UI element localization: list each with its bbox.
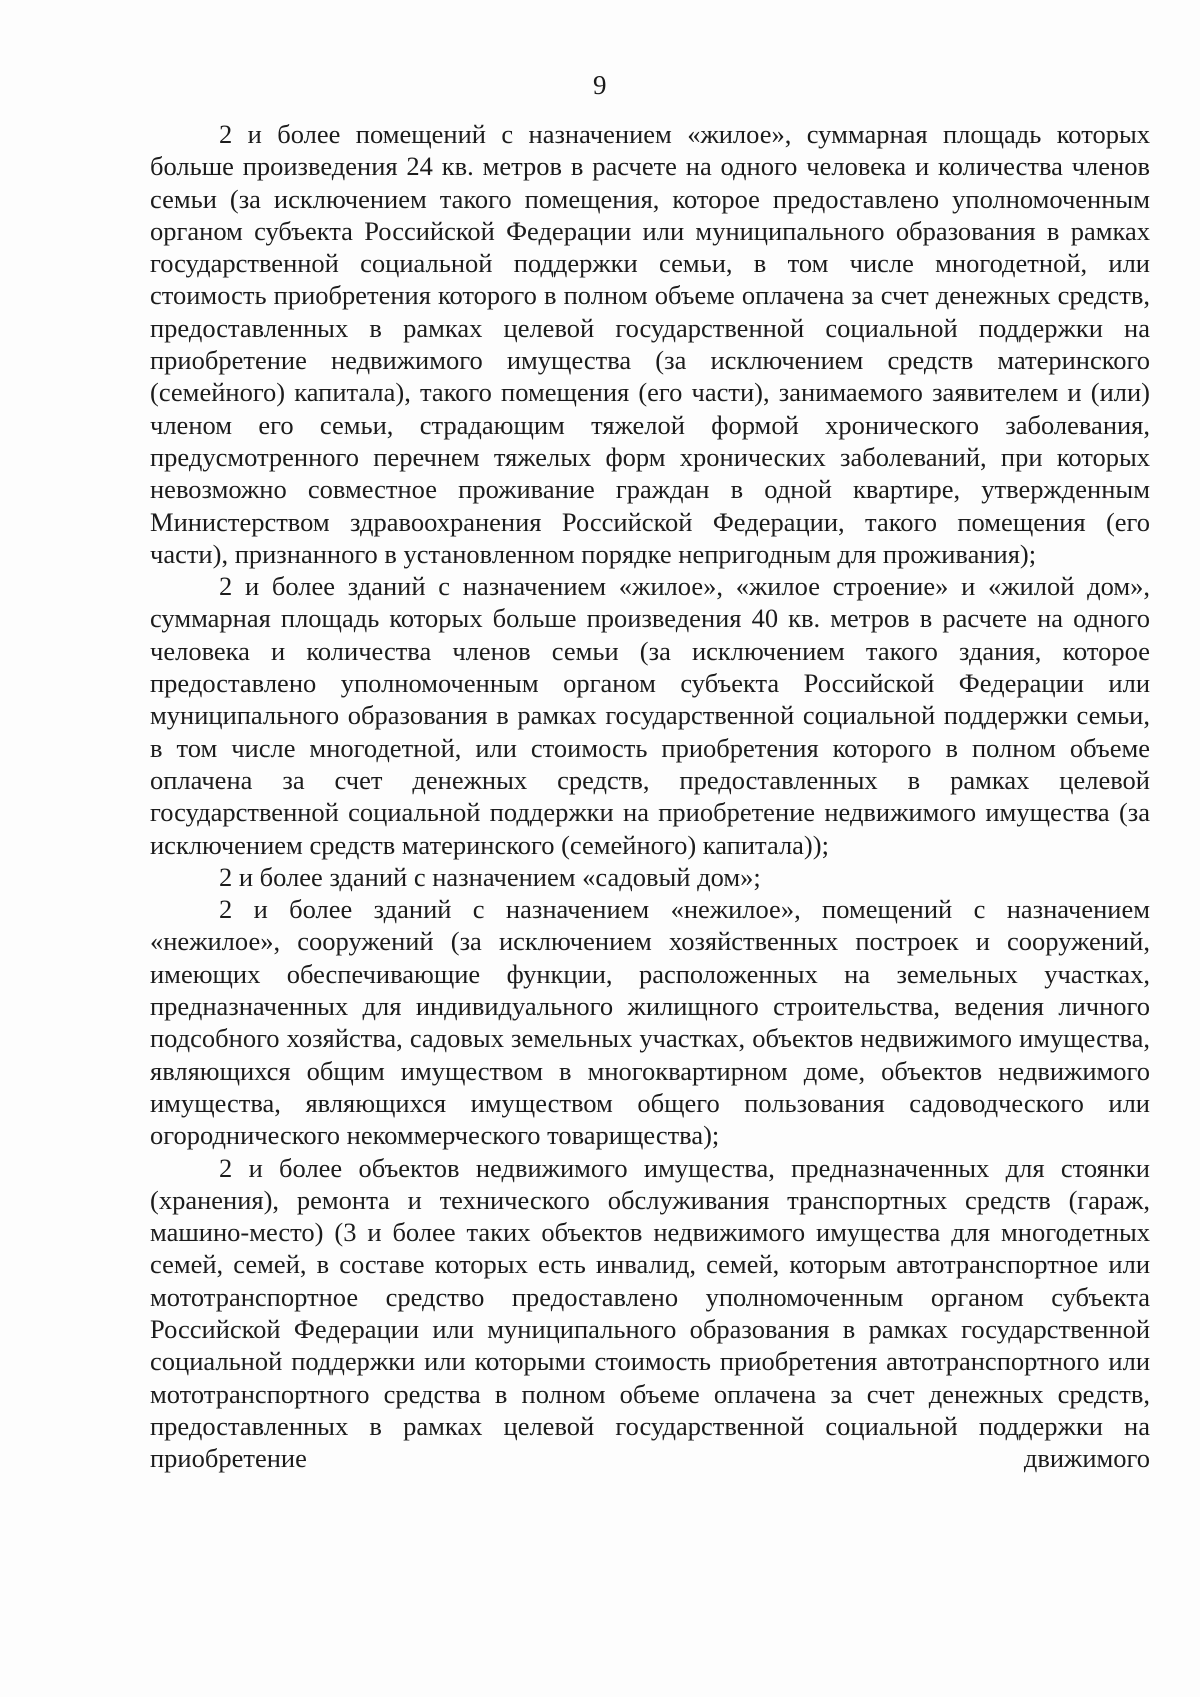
- page-number: 9: [593, 70, 607, 100]
- paragraph-residential-buildings: 2 и более зданий с назначением «жилое», «жилое строение» и «жилой дом», суммарная площадь которых больше произведения 40 кв. метров в расчете на одного человека и количества членов семьи (за исключением такого здания, которое предоставлено уполномоченным органом субъекта Российской Федерации или муниципального образования в рамках государственной социальной поддержки семьи, в том числе многодетной, или стоимость приобретения которого в полном объеме оплачена за счет денежных средств, предоставленных в рамках целевой государственной социальной поддержки на приобретение недвижимого имущества (за исключением средств материнского (семейного) капитала));: [150, 571, 1150, 860]
- paragraph-parking-objects: 2 и более объектов недвижимого имущества, предназначенных для стоянки (хранения), ремонта и технического обслуживания транспортных средств (гараж, машино-место) (3 и более таких объектов недвижимого имущества для многодетных семей, семей, в составе которых есть инвалид, семей, которым автотранспортное или мототранспортное средство предоставлено уполномоченным органом субъекта Российской Федерации или муниципального образования в рамках государственной социальной поддержки или которыми стоимость приобретения автотранспортного или мототранспортного средства в полном объеме оплачена за счет денежных средств, предоставленных в рамках целевой государственной социальной поддержки на приобретение движимого: [150, 1152, 1150, 1474]
- paragraph-residential-premises: 2 и более помещений с назначением «жилое», суммарная площадь которых больше произведения 24 кв. метров в расчете на одного человека и количества членов семьи (за исключением такого помещения, которое предоставлено уполномоченным органом субъекта Российской Федерации или муниципального образования в рамках государственной социальной поддержки семьи, в том числе многодетной, или стоимость приобретения которого в полном объеме оплачена за счет денежных средств, предоставленных в рамках целевой государственной социальной поддержки на приобретение недвижимого имущества (за исключением средств материнского (семейного) капитала), такого помещения (его части), занимаемого заявителем и (или) членом его семьи, страдающим тяжелой формой хронического заболевания, предусмотренного перечнем тяжелых форм хронических заболеваний, при которых невозможно совместное проживание граждан в одной квартире, утвержденным Министерством здравоохранения Российской Федерации, такого помещения (его части), признанного в установленном порядке непригодным для проживания);: [150, 119, 1150, 569]
- document-body: [150, 118, 1150, 1474]
- paragraph-garden-houses: 2 и более зданий с назначением «садовый дом»;: [219, 861, 761, 892]
- paragraph-non-residential: 2 и более зданий с назначением «нежилое», помещений с назначением «нежилое», сооружений (за исключением хозяйственных построек и сооружений, имеющих обеспечивающие функции, расположенных на земельных участках, предназначенных для индивидуального жилищного строительства, ведения личного подсобного хозяйства, садовых земельных участках, объектов недвижимого имущества, являющихся общим имуществом в многоквартирном доме, объектов недвижимого имущества, являющихся имуществом общего пользования садоводческого или огороднического некоммерческого товарищества);: [150, 894, 1150, 1151]
